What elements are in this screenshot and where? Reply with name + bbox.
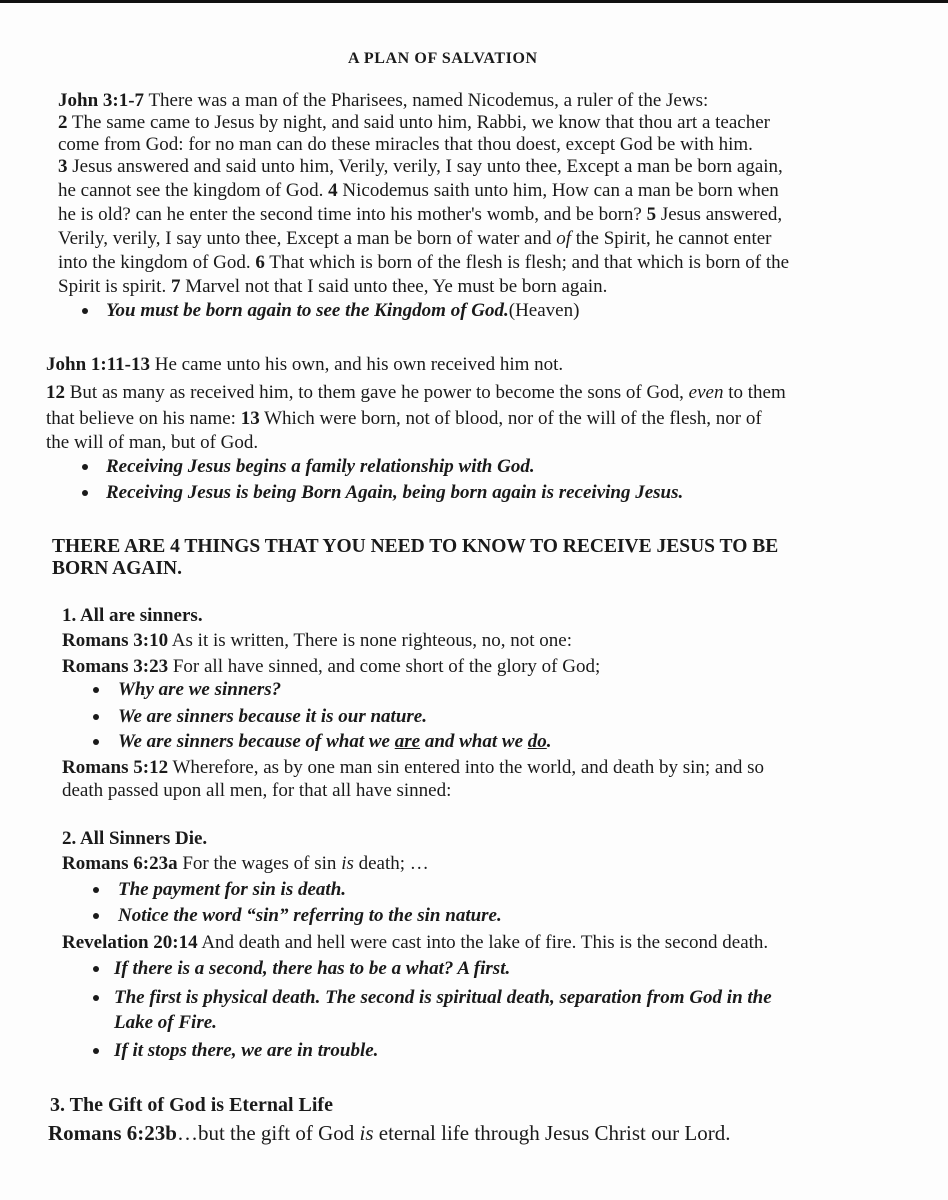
section3-romans-6-23b <box>48 1122 730 1144</box>
john3-line-1 <box>58 90 708 112</box>
verse-number: 7 <box>170 276 181 297</box>
scripture-text: For all have sinned, and come short of the glory of God; <box>168 656 601 677</box>
section2-bullet-4-cont: Lake of Fire. <box>114 1012 217 1033</box>
scripture-text-is: is <box>341 853 354 874</box>
john3-line-8 <box>58 252 789 274</box>
section2-bullet-1: The payment for sin is death. <box>118 879 347 900</box>
john3-reference: John 3:1-7 <box>58 90 145 111</box>
bullet-dot <box>93 687 99 693</box>
john3-text-8a: into the kingdom of God. <box>58 252 256 273</box>
john3-text-1: There was a man of the Pharisees, named Nicodemus, a ruler of the Jews: <box>144 90 709 111</box>
section1-bullet-3 <box>118 731 552 753</box>
bullet-dot <box>93 887 99 893</box>
section1-romans-3-10 <box>62 630 572 652</box>
section2-title: 2. All Sinners Die. <box>62 828 208 849</box>
john3-text-6a: he is old? can he enter the second time into his mother's womb, and be born? <box>58 204 647 225</box>
john3-text-8b: That which is born of the flesh is flesh; and that which is born of the <box>264 252 790 273</box>
section1-romans-5-12-cont: death passed upon all men, for that all have sinned: <box>62 780 452 801</box>
scripture-text: …but the gift of God <box>176 1121 360 1145</box>
bullet-text: and what we <box>420 731 528 752</box>
john1-line-1 <box>46 354 563 376</box>
section1-bullet-2: We are sinners because it is our nature. <box>118 706 427 727</box>
bullet-dot <box>93 995 99 1001</box>
bullet-dot <box>82 308 88 314</box>
underlined-are: are <box>394 731 421 752</box>
john1-text-2b: to them <box>723 382 786 403</box>
john1-text-4: the will of man, but of God. <box>46 432 259 453</box>
scripture-text-is: is <box>359 1121 374 1145</box>
page-top-border <box>0 0 948 3</box>
scripture-reference: Romans 3:23 <box>62 656 169 677</box>
bullet-dot <box>93 966 99 972</box>
bullet-dot <box>93 1048 99 1054</box>
scripture-text: As it is written, There is none righteous, no, not one: <box>168 630 572 651</box>
scripture-reference: Revelation 20:14 <box>62 932 198 953</box>
scripture-reference: Romans 3:10 <box>62 630 169 651</box>
john1-bullet-2: Receiving Jesus is being Born Again, being born again is receiving Jesus. <box>106 482 684 503</box>
john1-bullet-1: Receiving Jesus begins a family relationship with God. <box>106 456 535 477</box>
john3-line-4 <box>58 156 783 178</box>
john3-line-6 <box>58 204 782 226</box>
section1-title: 1. All are sinners. <box>62 605 203 626</box>
john1-text-2-even: even <box>688 382 724 403</box>
section2-romans-6-23a <box>62 853 429 875</box>
john3-text-4: Jesus answered and said unto him, Verily, verily, I say unto thee, Except a man be born again, <box>67 156 783 177</box>
john3-text-7-of: of <box>556 228 572 249</box>
verse-number: 5 <box>646 204 657 225</box>
scripture-text: eternal life through Jesus Christ our Lord. <box>373 1121 731 1145</box>
scripture-text: For the wages of sin <box>177 853 342 874</box>
john3-text-6b: Jesus answered, <box>656 204 783 225</box>
bullet-dot <box>82 490 88 496</box>
john1-text-2a: But as many as received him, to them gave he power to become the sons of God, <box>65 382 689 403</box>
verse-number: 4 <box>328 180 338 201</box>
bullet-dot <box>93 913 99 919</box>
scripture-text: Wherefore, as by one man sin entered into the world, and death by sin; and so <box>168 757 764 778</box>
john3-text-7a: Verily, verily, I say unto thee, Except a man be born of water and <box>58 228 557 249</box>
john3-bullet <box>106 300 579 322</box>
underlined-do: do <box>527 731 547 752</box>
section2-bullet-3: If there is a second, there has to be a what? A first. <box>114 958 511 979</box>
john3-text-7b: the Spirit, he cannot enter <box>571 228 772 249</box>
section2-revelation-20-14 <box>62 932 768 954</box>
john3-text-5b: Nicodemus saith unto him, How can a man be born when <box>337 180 779 201</box>
scripture-reference: Romans 6:23a <box>62 853 178 874</box>
bullet-dot <box>93 739 99 745</box>
john1-text-3b: Which were born, not of blood, nor of the will of the flesh, nor of <box>259 408 762 429</box>
bullet-text: We are sinners because of what we <box>118 731 395 752</box>
scripture-text: And death and hell were cast into the lake of fire. This is the second death. <box>197 932 769 953</box>
four-things-heading-2: BORN AGAIN. <box>52 558 183 579</box>
john3-text-3: come from God: for no man can do these miracles that thou doest, except God be with him. <box>58 134 753 155</box>
john3-line-7 <box>58 228 772 250</box>
bullet-text: . <box>546 731 552 752</box>
john1-line-2 <box>46 382 786 404</box>
scripture-reference: Romans 5:12 <box>62 757 169 778</box>
john1-line-3 <box>46 408 762 430</box>
bullet-dot <box>82 464 88 470</box>
section1-romans-3-23 <box>62 656 600 678</box>
section2-bullet-5: If it stops there, we are in trouble. <box>114 1040 379 1061</box>
john3-text-2: The same came to Jesus by night, and said unto him, Rabbi, we know that thou art a teacher <box>67 112 770 133</box>
section2-bullet-4: The first is physical death. The second is spiritual death, separation from God in the <box>114 987 772 1008</box>
section3-title: 3. The Gift of God is Eternal Life <box>50 1094 333 1116</box>
john3-line-9 <box>58 276 607 298</box>
john1-text-1: He came unto his own, and his own received him not. <box>150 354 564 375</box>
verse-number: 12 <box>46 382 65 403</box>
john3-bullet-note: (Heaven) <box>508 300 580 321</box>
section2-bullet-2: Notice the word “sin” referring to the sin nature. <box>118 905 502 926</box>
bullet-dot <box>93 714 99 720</box>
john1-reference: John 1:11-13 <box>46 354 150 375</box>
verse-number: 13 <box>240 408 260 429</box>
verse-number: 2 <box>58 112 68 133</box>
john3-bullet-text: You must be born again to see the Kingdom of God. <box>106 300 509 321</box>
john3-text-9a: Spirit is spirit. <box>58 276 171 297</box>
four-things-heading-1: THERE ARE 4 THINGS THAT YOU NEED TO KNOW TO RECEIVE JESUS TO BE <box>52 536 779 557</box>
john3-line-5 <box>58 180 779 202</box>
john3-text-9b: Marvel not that I said unto thee, Ye must be born again. <box>180 276 608 297</box>
verse-number: 6 <box>255 252 265 273</box>
section1-bullet-1: Why are we sinners? <box>118 679 282 700</box>
john3-text-5a: he cannot see the kingdom of God. <box>58 180 329 201</box>
scripture-text: death; … <box>353 853 429 874</box>
scripture-reference: Romans 6:23b <box>48 1121 177 1145</box>
section1-romans-5-12 <box>62 757 764 779</box>
verse-number: 3 <box>58 156 68 177</box>
page-title: A PLAN OF SALVATION <box>348 50 538 67</box>
john3-line-2 <box>58 112 770 134</box>
john1-text-3a: that believe on his name: <box>46 408 241 429</box>
